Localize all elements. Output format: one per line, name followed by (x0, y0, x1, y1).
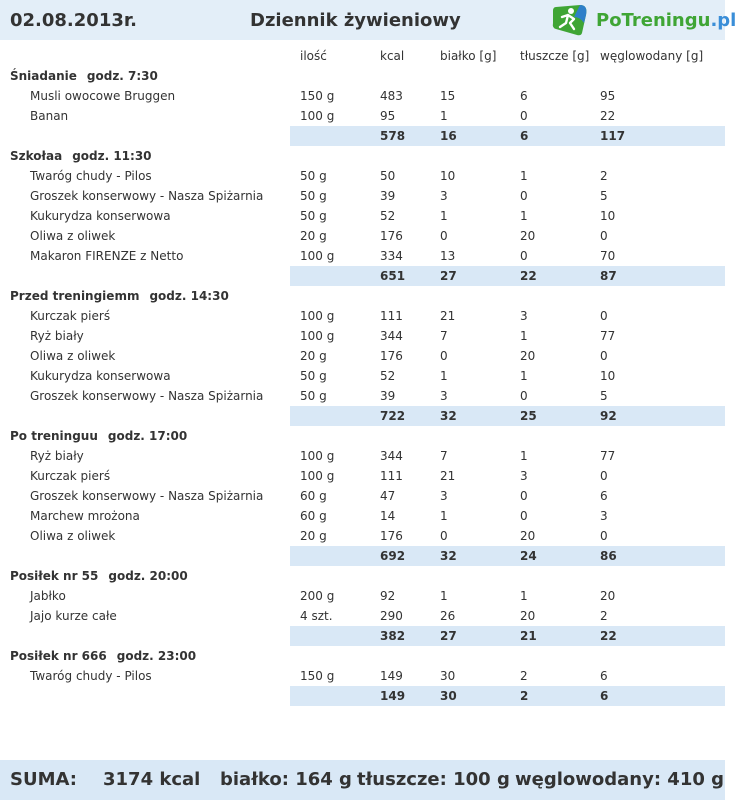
column-header-qty: ilość (300, 49, 327, 63)
meal-total-row (290, 546, 725, 566)
meal-name: Przed treningiemm (10, 289, 140, 303)
food-row (0, 306, 725, 326)
food-row (0, 246, 725, 266)
summary-carbs: węglowodany: 410 g (515, 769, 725, 790)
food-protein: 1 (440, 209, 448, 223)
food-protein: 15 (440, 89, 456, 103)
food-name: Banan (30, 109, 69, 123)
food-fat: 0 (520, 489, 528, 503)
food-carbs: 6 (600, 669, 608, 683)
food-protein: 21 (440, 309, 456, 323)
food-carbs: 22 (600, 109, 616, 123)
food-kcal: 39 (380, 189, 396, 203)
food-protein: 30 (440, 669, 456, 683)
food-name: Musli owocowe Bruggen (30, 89, 176, 103)
potreningu-logo[interactable] (550, 3, 736, 37)
total-kcal: 722 (380, 409, 406, 423)
total-protein: 27 (440, 269, 457, 283)
meal-title (10, 429, 187, 443)
food-qty: 20 g (300, 529, 327, 543)
food-fat: 3 (520, 469, 528, 483)
food-kcal: 344 (380, 449, 403, 463)
food-fat: 0 (520, 189, 528, 203)
food-name: Kukurydza konserwowa (30, 209, 171, 223)
food-row (0, 326, 725, 346)
food-fat: 20 (520, 349, 536, 363)
logo-tld: .pl (710, 10, 736, 31)
food-name: Ryż biały (30, 449, 84, 463)
food-protein: 10 (440, 169, 456, 183)
food-qty: 50 g (300, 389, 327, 403)
meal-time: godz. 14:30 (149, 289, 229, 303)
food-carbs: 70 (600, 249, 616, 263)
food-name: Kurczak pierś (30, 469, 111, 483)
food-fat: 20 (520, 529, 536, 543)
total-protein: 16 (440, 129, 457, 143)
food-carbs: 10 (600, 369, 616, 383)
food-carbs: 0 (600, 309, 608, 323)
food-kcal: 483 (380, 89, 403, 103)
total-fat: 22 (520, 269, 537, 283)
total-carbs: 117 (600, 129, 626, 143)
food-protein: 21 (440, 469, 456, 483)
food-protein: 0 (440, 529, 448, 543)
food-name: Kukurydza konserwowa (30, 369, 171, 383)
food-kcal: 176 (380, 229, 403, 243)
logo-text (596, 10, 736, 31)
summary-fat: tłuszcze: 100 g (357, 769, 510, 790)
food-kcal: 111 (380, 309, 403, 323)
meal-total-row (290, 126, 725, 146)
meal-total-row (290, 406, 725, 426)
total-protein: 30 (440, 689, 457, 703)
food-kcal: 176 (380, 349, 403, 363)
food-qty: 50 g (300, 209, 327, 223)
food-kcal: 50 (380, 169, 396, 183)
food-kcal: 47 (380, 489, 396, 503)
food-protein: 3 (440, 489, 448, 503)
food-fat: 1 (520, 169, 528, 183)
food-kcal: 52 (380, 209, 396, 223)
food-name: Groszek konserwowy - Nasza Spiżarnia (30, 189, 264, 203)
food-carbs: 5 (600, 189, 608, 203)
food-fat: 1 (520, 329, 528, 343)
meal-title (10, 569, 188, 583)
total-carbs: 92 (600, 409, 617, 423)
food-protein: 1 (440, 109, 448, 123)
food-protein: 0 (440, 349, 448, 363)
meal-time: godz. 23:00 (116, 649, 197, 663)
column-header-kcal: kcal (380, 49, 405, 63)
header-bar (0, 0, 736, 40)
food-row (0, 86, 725, 106)
food-row (0, 226, 725, 246)
food-name: Twaróg chudy - Pilos (30, 169, 152, 183)
logo-name: PoTreningu (596, 10, 711, 31)
meal-total-row (290, 686, 725, 706)
food-protein: 13 (440, 249, 456, 263)
food-name: Jajo kurze całe (30, 609, 117, 623)
total-fat: 6 (520, 129, 529, 143)
food-carbs: 0 (600, 469, 608, 483)
food-kcal: 39 (380, 389, 396, 403)
food-fat: 2 (520, 669, 528, 683)
food-protein: 1 (440, 509, 448, 523)
meal-time: godz. 17:00 (107, 429, 188, 443)
food-qty: 200 g (300, 589, 335, 603)
total-fat: 2 (520, 689, 529, 703)
food-carbs: 10 (600, 209, 616, 223)
food-kcal: 290 (380, 609, 403, 623)
food-fat: 1 (520, 209, 528, 223)
food-row (0, 666, 725, 686)
food-row (0, 186, 725, 206)
total-carbs: 87 (600, 269, 617, 283)
food-protein: 3 (440, 389, 448, 403)
food-kcal: 334 (380, 249, 403, 263)
food-qty: 50 g (300, 189, 327, 203)
food-qty: 100 g (300, 249, 335, 263)
food-name: Oliwa z oliwek (30, 529, 116, 543)
food-carbs: 0 (600, 529, 608, 543)
food-name: Groszek konserwowy - Nasza Spiżarnia (30, 389, 264, 403)
food-name: Kurczak pierś (30, 309, 111, 323)
food-row (0, 606, 725, 626)
diary-date: 02.08.2013r. (10, 10, 138, 31)
food-fat: 1 (520, 449, 528, 463)
food-qty: 50 g (300, 169, 327, 183)
food-name: Oliwa z oliwek (30, 229, 116, 243)
meal-title (10, 149, 152, 163)
food-protein: 26 (440, 609, 456, 623)
food-protein: 7 (440, 329, 448, 343)
food-qty: 4 szt. (300, 609, 333, 623)
food-fat: 6 (520, 89, 528, 103)
food-qty: 100 g (300, 449, 335, 463)
food-protein: 0 (440, 229, 448, 243)
food-name: Jabłko (30, 589, 66, 603)
food-qty: 100 g (300, 469, 335, 483)
runner-icon (550, 3, 590, 37)
food-carbs: 2 (600, 609, 608, 623)
food-qty: 150 g (300, 669, 335, 683)
food-kcal: 111 (380, 469, 403, 483)
food-row (0, 446, 725, 466)
food-fat: 20 (520, 229, 536, 243)
meal-name: Śniadanie (10, 69, 77, 83)
total-carbs: 6 (600, 689, 609, 703)
food-name: Twaróg chudy - Pilos (30, 669, 152, 683)
meal-title (10, 69, 158, 83)
food-row (0, 526, 725, 546)
meal-time: godz. 20:00 (108, 569, 188, 583)
food-kcal: 52 (380, 369, 396, 383)
food-qty: 100 g (300, 329, 335, 343)
food-name: Oliwa z oliwek (30, 349, 116, 363)
food-protein: 7 (440, 449, 448, 463)
food-carbs: 2 (600, 169, 608, 183)
food-protein: 1 (440, 589, 448, 603)
total-kcal: 651 (380, 269, 406, 283)
food-carbs: 0 (600, 229, 608, 243)
food-qty: 20 g (300, 229, 327, 243)
food-row (0, 586, 725, 606)
meal-time: godz. 7:30 (86, 69, 158, 83)
food-qty: 150 g (300, 89, 335, 103)
food-name: Makaron FIRENZE z Netto (30, 249, 184, 263)
food-carbs: 20 (600, 589, 616, 603)
food-kcal: 14 (380, 509, 396, 523)
total-carbs: 86 (600, 549, 617, 563)
meal-name: Szkołaa (10, 149, 63, 163)
food-name: Marchew mrożona (30, 509, 140, 523)
food-row (0, 346, 725, 366)
food-qty: 100 g (300, 309, 335, 323)
meal-name: Po treninguu (10, 429, 98, 443)
food-kcal: 149 (380, 669, 403, 683)
food-protein: 1 (440, 369, 448, 383)
total-kcal: 692 (380, 549, 406, 563)
summary-bar (0, 760, 725, 800)
food-carbs: 0 (600, 349, 608, 363)
meal-time: godz. 11:30 (72, 149, 152, 163)
total-fat: 24 (520, 549, 537, 563)
food-qty: 100 g (300, 109, 335, 123)
food-row (0, 386, 725, 406)
food-carbs: 77 (600, 449, 616, 463)
food-name: Groszek konserwowy - Nasza Spiżarnia (30, 489, 264, 503)
meal-name: Posiłek nr 666 (10, 649, 107, 663)
summary-kcal: 3174 kcal (103, 769, 201, 790)
food-kcal: 92 (380, 589, 396, 603)
food-row (0, 106, 725, 126)
food-row (0, 206, 725, 226)
meal-title (10, 289, 229, 303)
total-carbs: 22 (600, 629, 617, 643)
food-fat: 0 (520, 109, 528, 123)
total-protein: 32 (440, 409, 457, 423)
summary-protein: białko: 164 g (220, 769, 352, 790)
food-qty: 20 g (300, 349, 327, 363)
food-row (0, 506, 725, 526)
total-protein: 32 (440, 549, 457, 563)
column-header-protein: białko [g] (440, 49, 497, 63)
meal-total-row (290, 626, 725, 646)
meal-name: Posiłek nr 55 (10, 569, 99, 583)
summary-label: SUMA: (10, 769, 77, 790)
food-kcal: 176 (380, 529, 403, 543)
food-carbs: 77 (600, 329, 616, 343)
food-qty: 60 g (300, 509, 327, 523)
total-fat: 25 (520, 409, 537, 423)
food-row (0, 466, 725, 486)
page-title: Dziennik żywieniowy (250, 10, 461, 31)
column-header-fat: tłuszcze [g] (520, 49, 590, 63)
food-carbs: 6 (600, 489, 608, 503)
total-protein: 27 (440, 629, 457, 643)
food-fat: 1 (520, 369, 528, 383)
total-kcal: 578 (380, 129, 406, 143)
meal-total-row (290, 266, 725, 286)
food-fat: 0 (520, 509, 528, 523)
food-name: Ryż biały (30, 329, 84, 343)
food-row (0, 486, 725, 506)
food-fat: 0 (520, 249, 528, 263)
food-fat: 20 (520, 609, 536, 623)
total-kcal: 149 (380, 689, 406, 703)
food-qty: 50 g (300, 369, 327, 383)
food-carbs: 5 (600, 389, 608, 403)
food-kcal: 95 (380, 109, 396, 123)
column-header-carbs: węglowodany [g] (600, 49, 704, 63)
food-row (0, 166, 725, 186)
food-fat: 0 (520, 389, 528, 403)
food-carbs: 3 (600, 509, 608, 523)
food-fat: 1 (520, 589, 528, 603)
food-carbs: 95 (600, 89, 616, 103)
total-fat: 21 (520, 629, 537, 643)
food-qty: 60 g (300, 489, 327, 503)
food-kcal: 344 (380, 329, 403, 343)
food-protein: 3 (440, 189, 448, 203)
food-row (0, 366, 725, 386)
meal-title (10, 649, 196, 663)
food-fat: 3 (520, 309, 528, 323)
total-kcal: 382 (380, 629, 406, 643)
